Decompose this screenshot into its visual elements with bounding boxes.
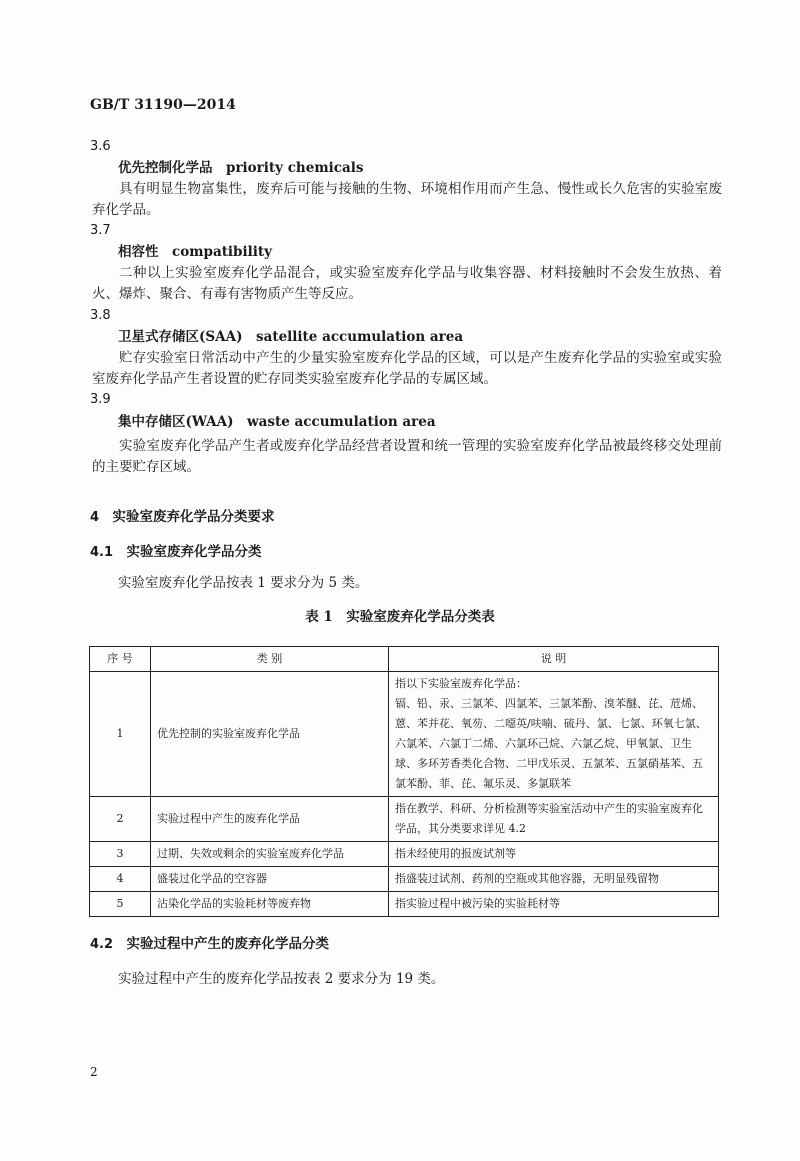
- term-number: 3.7: [90, 223, 111, 238]
- section-4-1-heading: [90, 542, 262, 563]
- table-header-row: [90, 647, 719, 672]
- header-category: 类 别: [151, 647, 389, 672]
- term-definition: 二种以上实验室废弃化学品混合，或实验室废弃化学品与收集容器、材料接触时不会发生放热、着火、爆炸、聚合、有毒有害物质产生等反应。: [92, 265, 722, 302]
- table-row: [90, 797, 719, 842]
- term-en: waste accumulation area: [247, 414, 436, 430]
- desc-intro: 指以下实验室废弃化学品：: [395, 677, 527, 690]
- term-title: [118, 327, 463, 347]
- term-title: [118, 412, 436, 432]
- term-zh: 相容性: [118, 244, 159, 260]
- cell-category: 实验过程中产生的废弃化学品: [151, 797, 389, 842]
- term-definition: 具有明显生物富集性，废弃后可能与接触的生物、环境相作用而产生急、慢性或长久危害的实验室废弃化学品。: [92, 181, 722, 218]
- section-number: 4: [90, 510, 100, 525]
- term-en: priority chemicals: [226, 160, 364, 176]
- section-title: 实验室废弃化学品分类要求: [112, 509, 275, 525]
- cell-description: 指实验过程中被污染的实验耗材等: [389, 892, 719, 917]
- table-row: [90, 867, 719, 892]
- cell-no: 4: [90, 867, 151, 892]
- term-definition: 实验室废弃化学品产生者或废弃化学品经营者设置和统一管理的实验室废弃化学品被最终移交处理前的主要贮存区域。: [92, 438, 722, 475]
- header-description: 说 明: [389, 647, 719, 672]
- section-number: 4.2: [90, 937, 114, 952]
- cell-category: 过期、失效或剩余的实验室废弃化学品: [151, 842, 389, 867]
- section-number: 4.1: [90, 545, 114, 560]
- cell-description: 指未经使用的报废试剂等: [389, 842, 719, 867]
- section-text: 实验室废弃化学品按表 1 要求分为 5 类。: [118, 575, 369, 591]
- term-number: 3.9: [90, 392, 111, 407]
- term-zh: 集中存储区(WAA): [118, 414, 234, 430]
- cell-no: 3: [90, 842, 151, 867]
- cell-description: 指在教学、科研、分析检测等实验室活动中产生的实验室废弃化学品，其分类要求详见 4.2: [389, 797, 719, 842]
- term-en: satellite accumulation area: [255, 329, 464, 345]
- section-title: 实验室废弃化学品分类: [126, 544, 262, 560]
- term-en: compatibility: [172, 244, 272, 260]
- section-text: 实验过程中产生的废弃化学品按表 2 要求分为 19 类。: [118, 971, 445, 987]
- cell-description: [389, 672, 719, 797]
- table-row: [90, 842, 719, 867]
- cell-no: 2: [90, 797, 151, 842]
- table-caption: 表 1 实验室废弃化学品分类表: [305, 609, 495, 625]
- page-number: 2: [90, 1065, 98, 1079]
- term-title: [118, 158, 363, 178]
- section-title: 实验过程中产生的废弃化学品分类: [126, 936, 330, 952]
- table-row: [90, 672, 719, 797]
- cell-description: 指盛装过试剂、药剂的空瓶或其他容器，无明显残留物: [389, 867, 719, 892]
- section-4-2-heading: [90, 934, 329, 955]
- desc-list: 镉、铅、汞、三氯苯、四氯苯、三氯苯酚、溴苯醚、芘、苊烯、蒽、苯并花、氧芴、二噁英/呋喃、硫丹、氯、七氯、环氧七氯、六氯苯、六氯丁二烯、六氯环己烷、六氯乙烷、甲氧氯、卫生球、多环芳香类化合物、二甲戊乐灵、五氯苯、五氯硝基苯、五氯苯酚、菲、芘、氟乐灵、多氯联苯: [395, 697, 707, 790]
- table-row: [90, 892, 719, 917]
- term-definition: 贮存实验室日常活动中产生的少量实验室废弃化学品的区域，可以是产生废弃化学品的实验室或实验室废弃化学品产生者设置的贮存同类实验室废弃化学品的专属区域。: [92, 350, 722, 387]
- term-number: 3.6: [90, 139, 111, 154]
- header-no: 序 号: [90, 647, 151, 672]
- cell-category: 优先控制的实验室废弃化学品: [151, 672, 389, 797]
- term-number: 3.8: [90, 308, 111, 323]
- cell-category: 盛装过化学品的空容器: [151, 867, 389, 892]
- cell-no: 1: [90, 672, 151, 797]
- cell-no: 5: [90, 892, 151, 917]
- section-4-heading: [90, 507, 275, 528]
- standard-header: GB/T 31190—2014: [90, 97, 236, 113]
- term-title: [118, 242, 272, 262]
- cell-category: 沾染化学品的实验耗材等废弃物: [151, 892, 389, 917]
- classification-table: [89, 646, 719, 917]
- term-zh: 卫星式存储区(SAA): [118, 329, 243, 345]
- term-zh: 优先控制化学品: [118, 160, 213, 176]
